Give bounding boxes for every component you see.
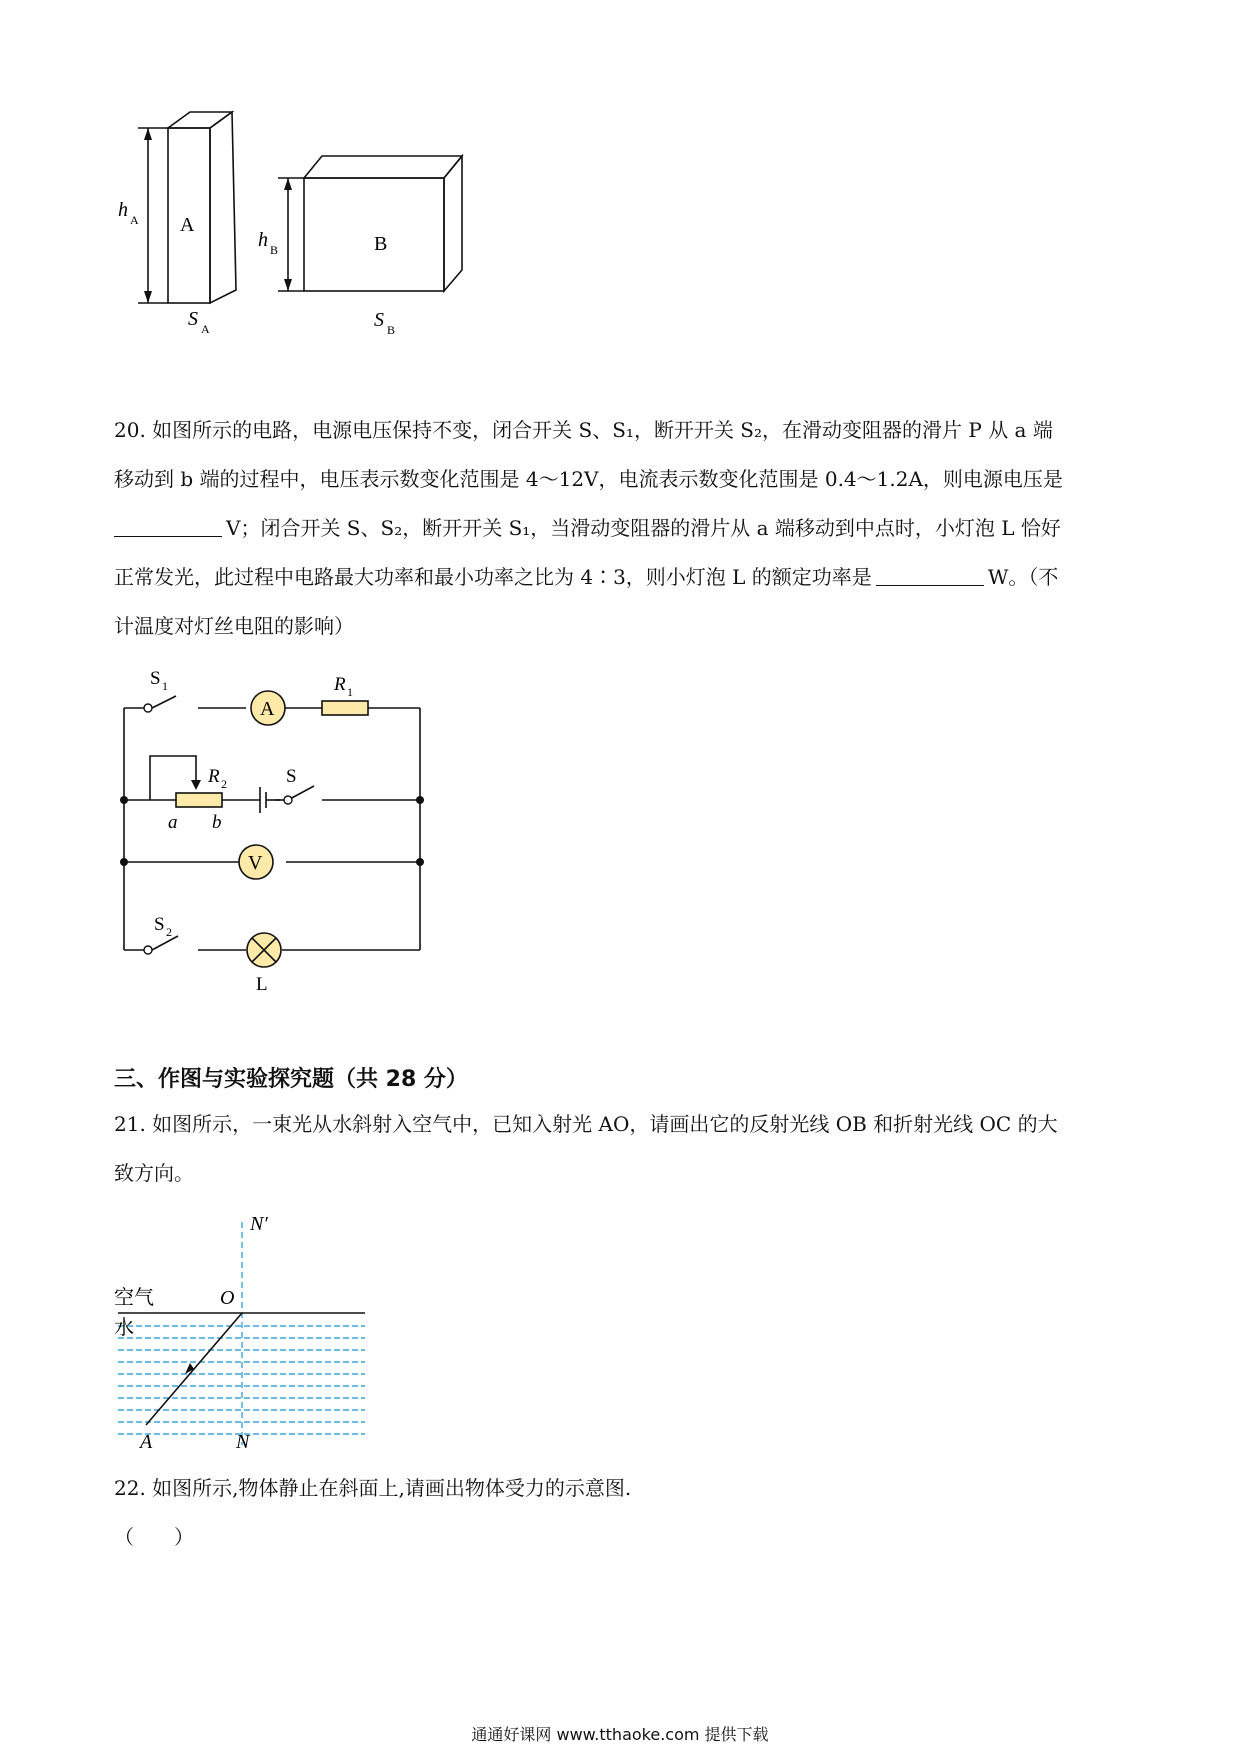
label-water: 水	[114, 1317, 134, 1339]
lamp-icon	[247, 933, 281, 967]
q22-line1: 22. 如图所示,物体静止在斜面上,请画出物体受力的示意图.	[114, 1476, 632, 1500]
circuit-diagram	[110, 668, 440, 998]
q20-line3: V；闭合开关 S、S₂，断开开关 S₁，当滑动变阻器的滑片从 a 端移动到中点时，小灯泡 L 恰好	[114, 504, 1134, 553]
answer-blank-voltage[interactable]	[114, 516, 222, 537]
label-N: N	[236, 1431, 250, 1450]
label-Nprime: N′	[250, 1213, 268, 1235]
q20-line1: 20. 如图所示的电路，电源电压保持不变，闭合开关 S、S₁，断开开关 S₂，在滑动变阻器的滑片 P 从 a 端	[114, 418, 1053, 442]
q22-line2: （ ）	[114, 1525, 194, 1549]
answer-blank-power[interactable]	[876, 565, 984, 586]
q20-line5: 计温度对灯丝电阻的影响）	[114, 614, 354, 638]
q21-line1: 21. 如图所示，一束光从水斜射入空气中，已知入射光 AO，请画出它的反射光线 OB 和折射光线 OC 的大	[114, 1112, 1058, 1136]
label-SA-sub: A	[201, 322, 210, 336]
resistor-r1	[322, 701, 368, 715]
label-S1: S	[150, 668, 161, 689]
label-SB: S	[374, 309, 384, 331]
label-hB-sub: B	[270, 243, 279, 257]
ammeter-label: A	[260, 698, 275, 720]
label-R1-sub: 1	[347, 685, 353, 699]
figure-refraction	[110, 1200, 380, 1450]
q20-line4: 正常发光，此过程中电路最大功率和最小功率之比为 4∶3，则小灯泡 L 的额定功率是 W。（不	[114, 565, 1059, 589]
label-S1-sub: 1	[162, 679, 168, 693]
label-S2-sub: 2	[166, 925, 172, 939]
figure-blocks-ab	[110, 100, 480, 350]
question-22	[114, 1464, 1134, 1562]
page-footer: 通通好课网 www.tthaoke.com 提供下载	[471, 1725, 769, 1744]
label-SB-sub: B	[387, 323, 396, 337]
ray-arrow-icon	[185, 1363, 194, 1374]
question-21	[114, 1100, 1134, 1198]
q21-line2: 致方向。	[114, 1161, 194, 1185]
label-a: a	[168, 812, 178, 833]
label-L: L	[256, 974, 268, 995]
label-hB: h	[258, 229, 268, 251]
q20-line2: 移动到 b 端的过程中，电压表示数变化范围是 4～12V，电流表示数变化范围是 0.4～1.2A，则电源电压是	[114, 467, 1063, 491]
label-A-point: A	[140, 1431, 153, 1450]
label-R1: R	[334, 674, 346, 695]
label-B: B	[374, 233, 388, 255]
label-air: 空气	[114, 1287, 154, 1309]
label-hA: h	[118, 199, 128, 221]
label-S2: S	[154, 914, 165, 935]
label-SA: S	[188, 308, 198, 330]
label-O: O	[220, 1287, 235, 1309]
label-S: S	[286, 766, 297, 787]
voltmeter-label: V	[248, 852, 263, 874]
label-R2-sub: 2	[221, 777, 227, 791]
label-A: A	[180, 214, 195, 236]
label-R2: R	[208, 766, 220, 787]
section-3-title: 三、作图与实验探究题（共 28 分）	[114, 1067, 468, 1092]
rheostat-r2	[176, 793, 222, 807]
label-b: b	[212, 812, 222, 833]
label-hA-sub: A	[130, 213, 139, 227]
question-20	[114, 406, 1134, 651]
